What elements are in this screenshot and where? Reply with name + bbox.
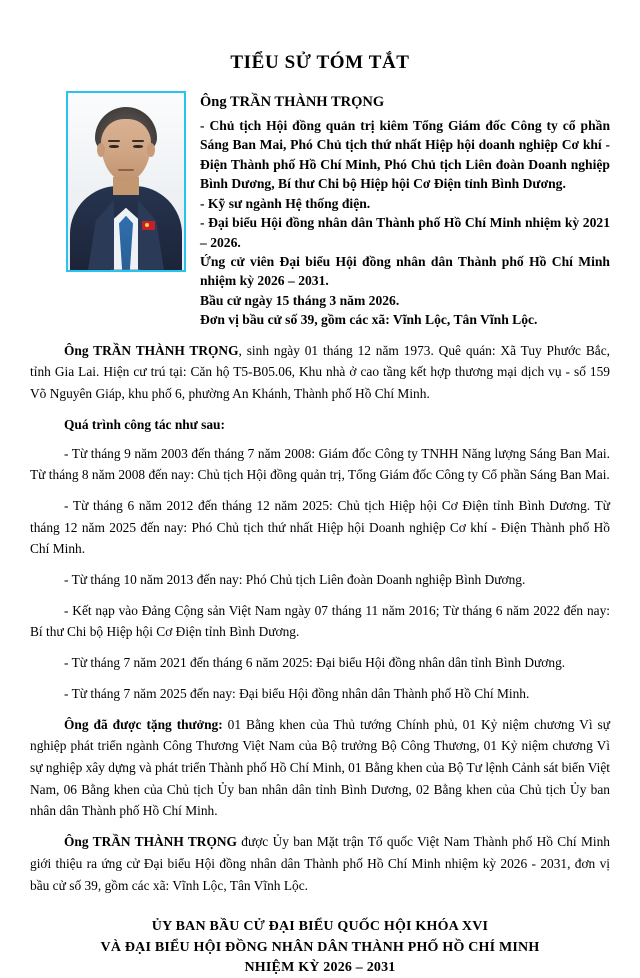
candidate-name-heading: Ông TRẦN THÀNH TRỌNG	[200, 93, 385, 110]
career-heading	[30, 414, 610, 436]
awards-text: 01 Bằng khen của Thủ tướng Chính phủ, 01 Kỷ niệm chương Vì sự nghiệp phát triển ngành Công Thương Việt Nam của Bộ trưởng Bộ Công Thương, 01 Kỷ niệm chương Vì sự nghiệp xây dựng và phát triển Thành phố Hồ Chí Minh, 01 Bằng khen của Bộ Tư lệnh Cảnh sát biển Việt Nam, 06 Bằng khen của Chủ tịch Ủy ban nhân dân tỉnh Bình Dương, 02 Bằng khen của Chủ tịch Ủy ban nhân dân Thành phố Hồ Chí Minh.	[30, 716, 610, 819]
footer-line-2: VÀ ĐẠI BIỂU HỘI ĐỒNG NHÂN DÂN THÀNH PHỐ HỒ CHÍ MINH	[100, 939, 540, 955]
career-item: - Từ tháng 9 năm 2003 đến tháng 7 năm 2008: Giám đốc Công ty TNHH Năng lượng Sáng Ban Mai. Từ tháng 8 năm 2008 đến nay: Chủ tịch Hội đồng quản trị, Tổng Giám đốc Công ty Cổ phần Sáng Ban Mai.	[30, 445, 610, 483]
intro-line: - Chủ tịch Hội đồng quản trị kiêm Tổng Giám đốc Công ty cổ phần Sáng Ban Mai, Phó Chủ tịch thứ nhất Hiệp hội doanh nghiệp Cơ khí - Điện Thành phố Hồ Chí Minh, Phó Chủ tịch Liên đoàn Doanh nghiệp Bình Dương, Bí thư Chi bộ Hiệp hội Cơ Điện tỉnh Bình Dương.	[200, 117, 610, 192]
footer-line-1: ỦY BAN BẦU CỬ ĐẠI BIỂU QUỐC HỘI KHÓA XVI	[151, 919, 489, 935]
intro-line: - Kỹ sư ngành Hệ thống điện.	[200, 195, 371, 211]
personal-details-text: , sinh ngày 01 tháng 12 năm 1973. Quê quán: Xã Tuy Phước Bắc, tỉnh Gia Lai. Hiện cư trú tại: Căn hộ T5-B05.06, Khu nhà ở cao tầng kết hợp thương mại dịch vụ - số 159 Võ Nguyên Giáp, khu phố 6, phường An Khánh, Thành phố Hồ Chí Minh.	[30, 342, 610, 402]
career-item: - Từ tháng 7 năm 2025 đến nay: Đại biểu Hội đồng nhân dân Thành phố Hồ Chí Minh.	[64, 685, 530, 701]
intro-line: Ứng cử viên Đại biểu Hội đồng nhân dân Thành phố Hồ Chí Minh nhiệm kỳ 2026 – 2031.	[200, 253, 610, 289]
photo-face	[101, 119, 151, 181]
personal-details-name: Ông TRẦN THÀNH TRỌNG	[64, 342, 239, 358]
header-block	[30, 91, 610, 330]
career-item: - Từ tháng 10 năm 2013 đến nay: Phó Chủ tịch Liên đoàn Doanh nghiệp Bình Dương.	[64, 572, 526, 588]
intro-summary-list	[200, 116, 610, 330]
photo-ear-right	[147, 143, 155, 157]
flag-lapel-pin-icon	[142, 221, 155, 230]
candidate-photo	[66, 91, 186, 272]
intro-line: - Đại biểu Hội đồng nhân dân Thành phố Hồ Chí Minh nhiệm kỳ 2021 – 2026.	[200, 215, 610, 250]
personal-details-paragraph	[30, 340, 610, 405]
awards-label: Ông đã được tặng thưởng:	[64, 716, 223, 732]
nomination-paragraph	[30, 831, 610, 896]
career-item: - Kết nạp vào Đảng Cộng sản Việt Nam ngày 07 tháng 11 năm 2016; Từ tháng 6 năm 2022 đến nay: Bí thư Chi bộ Hiệp hội Cơ Điện tỉnh Bình Dương.	[30, 602, 610, 640]
career-item: - Từ tháng 7 năm 2021 đến tháng 6 năm 2025: Đại biểu Hội đồng nhân dân tỉnh Bình Dương.	[64, 655, 566, 671]
photo-ear-left	[97, 143, 105, 157]
photo-mouth	[118, 169, 134, 171]
photo-eye-left	[109, 145, 119, 148]
awards-paragraph	[30, 714, 610, 823]
career-item: - Từ tháng 6 năm 2012 đến tháng 12 năm 2025: Chủ tịch Hiệp hội Cơ Điện tỉnh Bình Dương. Từ tháng 12 năm 2025 đến nay: Phó Chủ tịch thứ nhất Hiệp hội Doanh nghiệp Cơ khí - Điện Thành phố Hồ Chí Minh.	[30, 497, 610, 557]
page-title: TIỂU SỬ TÓM TẮT	[230, 52, 410, 73]
intro-line: Đơn vị bầu cử số 39, gồm các xã: Vĩnh Lộc, Tân Vĩnh Lộc.	[200, 312, 538, 328]
nomination-name: Ông TRẦN THÀNH TRỌNG	[64, 834, 237, 850]
career-heading-label: Quá trình công tác như sau:	[64, 416, 225, 432]
footer-line-3: NHIỆM KỲ 2026 – 2031	[244, 959, 396, 975]
biography-body	[30, 330, 610, 896]
photo-eye-right	[133, 145, 143, 148]
photo-eyebrow-left	[108, 140, 120, 142]
intro-line: Bầu cử ngày 15 tháng 3 năm 2026.	[200, 292, 400, 308]
issuing-authority-footer	[30, 905, 610, 978]
nomination-text: được Ủy ban Mặt trận Tổ quốc Việt Nam Thành phố Hồ Chí Minh giới thiệu ra ứng cử Đại biểu Hội đồng nhân dân Thành phố Hồ Chí Minh nhiệm kỳ 2026 - 2031, đơn vị bầu cử số 39, gồm các xã: Vĩnh Lộc, Tân Vĩnh Lộc.	[30, 834, 610, 893]
intro-block	[200, 91, 610, 330]
photo-background	[68, 93, 184, 270]
photo-eyebrow-right	[132, 140, 144, 142]
